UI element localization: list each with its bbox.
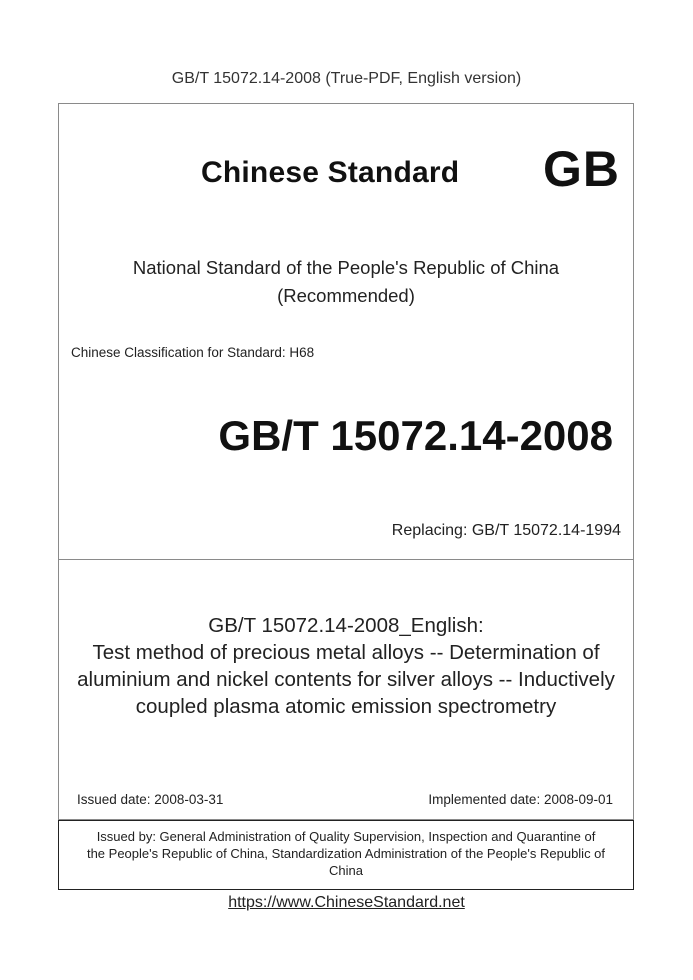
issuer-line: the People's Republic of China, Standardization Administration of the People's Republic of	[86, 846, 606, 861]
standard-number: GB/T 15072.14-2008	[218, 412, 613, 459]
section-divider	[59, 559, 633, 560]
issuer-line: Issued by: General Administration of Quality Supervision, Inspection and Quarantine of	[96, 829, 596, 844]
document-title-line: GB/T 15072.14-2008_English:	[208, 614, 484, 637]
implemented-date: Implemented date: 2008-09-01	[428, 792, 613, 807]
document-title	[59, 612, 633, 720]
document-title-line: aluminium and nickel contents for silver alloys -- Inductively	[77, 668, 615, 691]
document-title-line: Test method of precious metal alloys -- Determination of	[92, 641, 600, 664]
issuer-line: China	[329, 863, 363, 878]
brand-mark: GB	[543, 141, 620, 197]
recommended-line: (Recommended)	[277, 285, 415, 306]
brand-title: Chinese Standard	[201, 156, 460, 189]
issued-date: Issued date: 2008-03-31	[77, 792, 224, 807]
cover-box	[58, 103, 634, 820]
national-standard-line: National Standard of the People's Republic of China	[132, 257, 560, 278]
issuer-box	[58, 820, 634, 890]
page-header: GB/T 15072.14-2008 (True-PDF, English version)	[171, 70, 522, 87]
document-title-line: coupled plasma atomic emission spectrometry	[135, 695, 557, 718]
classification-label: Chinese Classification for Standard: H68	[71, 345, 315, 360]
website-link[interactable]: https://www.ChineseStandard.net	[228, 894, 465, 911]
replacing-label: Replacing: GB/T 15072.14-1994	[391, 522, 621, 539]
